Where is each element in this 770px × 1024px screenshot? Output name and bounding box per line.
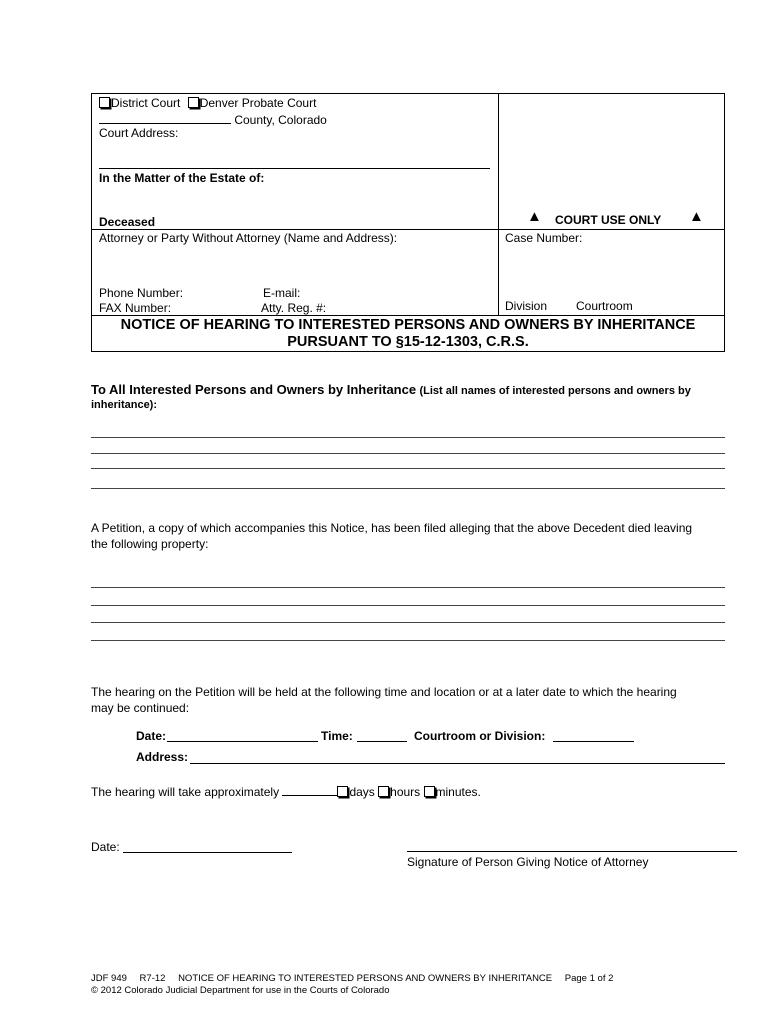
county-row [99, 111, 327, 127]
minutes-label: minutes. [435, 785, 481, 799]
footer-revision: R7-12 [139, 973, 166, 984]
sign-date-label: Date: [91, 840, 120, 854]
minutes-checkbox[interactable] [424, 786, 435, 797]
hours-checkbox[interactable] [378, 786, 389, 797]
court-address-label: Court Address: [99, 126, 179, 140]
district-court-checkbox[interactable] [99, 97, 110, 108]
county-field[interactable] [99, 111, 231, 124]
days-label: days [349, 785, 375, 799]
footer-line-1 [91, 973, 613, 985]
names-line[interactable] [91, 453, 725, 454]
names-line[interactable] [91, 488, 725, 489]
court-use-only-label: COURT USE ONLY [555, 213, 662, 227]
hearing-time-label: Time: [321, 729, 353, 743]
to-all-instruction-cont: inheritance): [91, 399, 158, 411]
hearing-date-field[interactable] [167, 741, 318, 742]
to-all-heading: To All Interested Persons and Owners by Inheritance [91, 382, 417, 397]
approx-label: The hearing will take approximately [91, 785, 280, 799]
hearing-date-label: Date: [136, 729, 167, 743]
to-all-instruction: (List all names of interested persons and owners by [419, 385, 691, 397]
courtroom-label: Courtroom [576, 299, 633, 313]
county-label: County, Colorado [234, 113, 327, 127]
fax-label: FAX Number: [99, 301, 172, 315]
triangle-up-icon: ▲ [527, 208, 542, 225]
case-number-label: Case Number: [505, 231, 583, 245]
hearing-time-field[interactable] [357, 741, 407, 742]
court-address-line[interactable] [99, 168, 490, 169]
property-line[interactable] [91, 587, 725, 588]
estate-label: In the Matter of the Estate of: [99, 171, 265, 185]
caption-divider-vertical [498, 93, 499, 315]
courtroom-division-field[interactable] [553, 741, 634, 742]
hearing-text-line-2: may be continued: [91, 701, 190, 715]
denver-probate-label: Denver Probate Court [199, 96, 317, 110]
petition-text-line-1: A Petition, a copy of which accompanies this Notice, has been filed alleging that the above Decedent died leaving [91, 521, 693, 535]
triangle-up-icon: ▲ [689, 208, 704, 225]
duration-row [91, 783, 481, 799]
signature-line[interactable] [407, 851, 737, 852]
names-line[interactable] [91, 437, 725, 438]
hearing-text-line-1: The hearing on the Petition will be held at the following time and location or at a later date to which the hearing [91, 685, 677, 699]
caption-divider-1 [91, 229, 725, 230]
caption-divider-2 [91, 315, 725, 316]
footer-page: Page 1 of 2 [564, 973, 614, 984]
hearing-address-field[interactable] [190, 763, 725, 764]
district-court-label: District Court [111, 96, 181, 110]
duration-field[interactable] [282, 783, 337, 796]
courtroom-division-label: Courtroom or Division: [414, 729, 546, 743]
footer-form-id: JDF 949 [91, 973, 127, 984]
property-line[interactable] [91, 622, 725, 623]
court-type-row [99, 96, 316, 110]
atty-reg-label: Atty. Reg. #: [261, 301, 327, 315]
denver-probate-checkbox[interactable] [188, 97, 199, 108]
petition-text [91, 520, 731, 552]
petition-text-line-2: the following property: [91, 537, 209, 551]
hours-label: hours [390, 785, 421, 799]
property-line[interactable] [91, 605, 725, 606]
footer-copyright: © 2012 Colorado Judicial Department for use in the Courts of Colorado [91, 985, 390, 996]
attorney-label: Attorney or Party Without Attorney (Name and Address): [99, 231, 398, 245]
property-line[interactable] [91, 640, 725, 641]
hearing-text [91, 684, 731, 716]
phone-label: Phone Number: [99, 286, 184, 300]
footer-form-title: NOTICE OF HEARING TO INTERESTED PERSONS AND OWNERS BY INHERITANCE [178, 973, 553, 984]
division-label: Division [505, 299, 548, 313]
names-line[interactable] [91, 468, 725, 469]
hearing-address-label: Address: [136, 750, 189, 764]
sign-date-field[interactable] [123, 852, 292, 853]
form-title-line-2: PURSUANT TO §15-12-1303, C.R.S. [287, 334, 529, 350]
signature-label: Signature of Person Giving Notice of Attorney [407, 855, 649, 869]
to-all-heading-block [91, 382, 731, 399]
form-title-line-1: NOTICE OF HEARING TO INTERESTED PERSONS AND OWNERS BY INHERITANCE [120, 317, 696, 333]
deceased-label: Deceased [99, 215, 156, 229]
days-checkbox[interactable] [337, 786, 348, 797]
email-label: E-mail: [263, 286, 301, 300]
